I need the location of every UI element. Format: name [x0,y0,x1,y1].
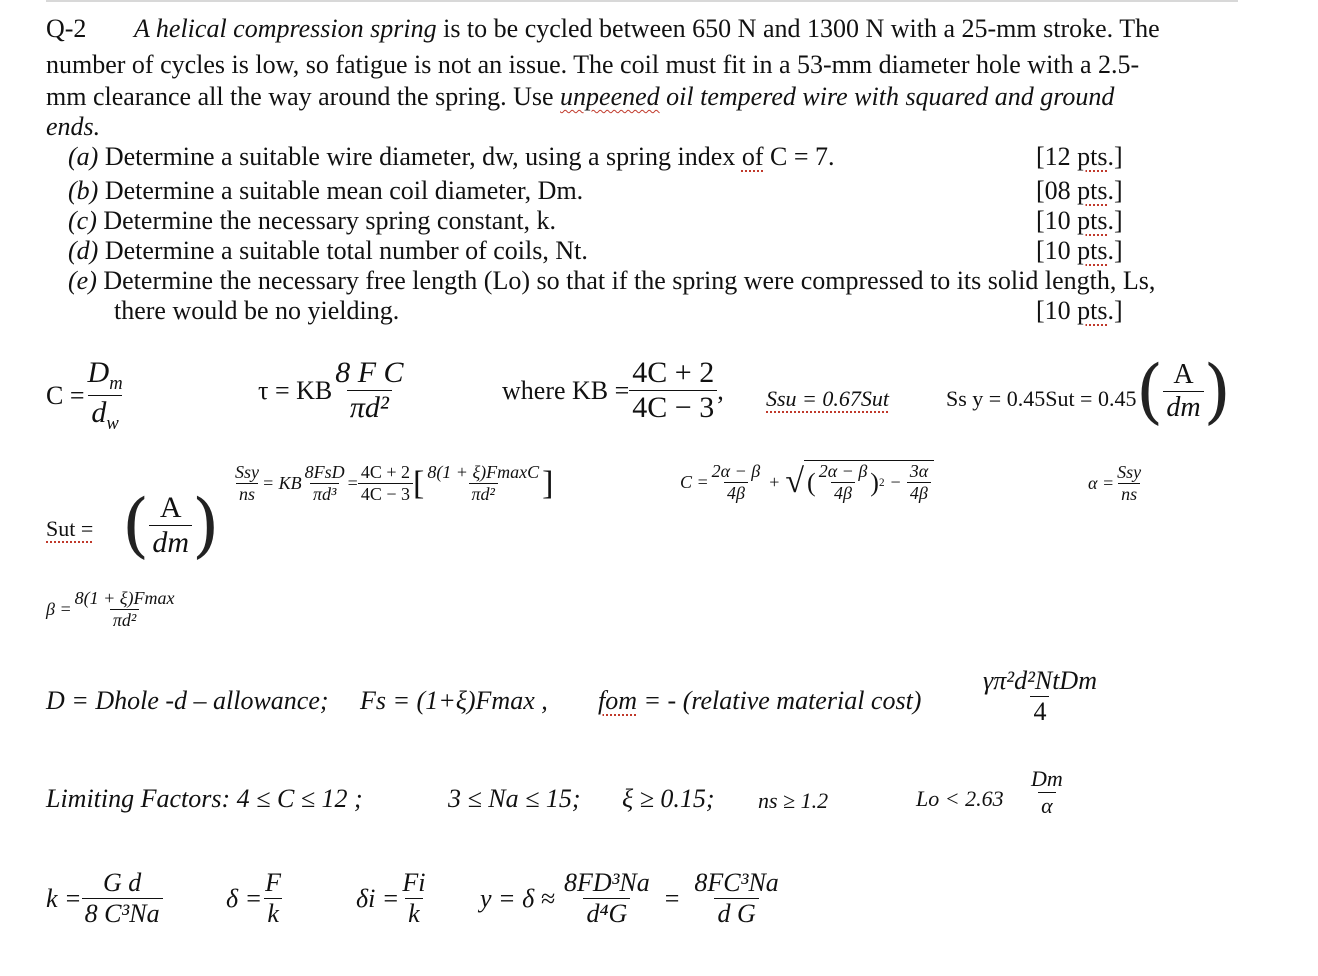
spring-rate-formula: k = $\frac{\text{G d}}{\text{8 C³Na}}$ [46,868,163,929]
top-divider [46,0,1238,2]
limiting-factors: Limiting Factors: 4 ≤ C ≤ 12 ; [46,784,363,813]
part-e: (e) Determine the necessary free length (Lo) so that if the spring were compressed to its solid length, Ls, [68,266,1156,295]
part-c-points: [10 pts.] [1036,206,1123,235]
y-deflection-formula: y = δ ≈ $\frac{\text{8FD³Na}}{\text{d⁴G}}$ = $\frac{\text{8FC³Na}}{\text{d G}}$ [480,868,779,928]
ssy-power-term: ( $\frac{A}{dm}$ ) [1136,350,1231,432]
initial-deflection-formula: δi = $\frac{Fi}{k}$ [356,868,426,928]
ssy-formula: Ss y = 0.45Sut = 0.45 [946,386,1137,411]
design-equation: $\frac{\text{Ssy}}{ns}$ = KB $\frac{\text{8FsD}}{\text{πd³}}$ = $\frac{4C + 2}{4C - 3}$ [ $\frac{8(1 + \xi)FmaxC}{\text{πd²}}$ ] [235,462,554,504]
mean-diameter-relation: D = Dhole -d – allowance; [46,686,329,715]
limit-ns: ns ≥ 1.2 [758,788,829,813]
part-e-line-2: there would be no yielding. [114,296,400,325]
question-line-1: A helical compression spring is to be cycled between 650 N and 1300 N with a 25-mm stroke. The [134,14,1160,43]
solid-force-relation: Fs = (1+ξ)Fmax , [360,686,548,715]
spellcheck-word: unpeened [560,82,660,111]
ssu-formula: Ssu = 0.67Sut [766,386,890,411]
shear-stress-formula: τ = KB $\frac{\text{8 F C}}{\text{πd²}}$ [258,356,404,424]
limit-xi: ξ ≥ 0.15; [622,784,715,813]
part-d-points: [10 pts.] [1036,236,1123,265]
question-line-3: mm clearance all the way around the spring. Use unpeened oil tempered wire with squared and ground [46,82,1115,111]
part-c: (c) Determine the necessary spring constant, k. [68,206,557,235]
part-b: (b) Determine a suitable mean coil diameter, Dm. [68,176,584,205]
kb-formula: where KB = $\frac{4C + 2}{4C - 3}$ , [502,356,724,424]
question-number: Q-2 [46,14,87,43]
spring-index-formula: C = $\frac{D_m}{d_w}$ [46,356,123,434]
sut-label: Sut = [46,516,94,541]
sut-power-term: ( $\frac{A}{dm}$ ) [122,484,220,566]
fom-relation: fom = - (relative material cost) [598,686,922,715]
free-length-fraction: $\frac{Dm}{\alpha}$ [1031,766,1063,818]
limit-na: 3 ≤ Na ≤ 15; [448,784,581,813]
question-line-2: number of cycles is low, so fatigue is not an issue. The coil must fit in a 53-mm diameter hole with a 2.5- [46,50,1140,79]
quadratic-c-formula: C = $\frac{2\alpha - \beta}{4\beta}$ + √ ( $\frac{2\alpha - \beta}{4\beta}$ ) 2 − $\frac{3\alpha}{4\beta}$ [680,460,934,504]
question-line-4: ends. [46,112,101,141]
beta-formula: β = $\frac{8(1 + \xi)Fmax}{\text{πd²}}$ [46,588,175,630]
alpha-formula: α = $\frac{\text{Ssy}}{ns}$ [1088,462,1142,504]
part-b-points: [08 pts.] [1036,176,1123,205]
part-d: (d) Determine a suitable total number of coils, Nt. [68,236,588,265]
free-length-limit: Lo < 2.63 [916,786,1004,811]
deflection-formula: δ = $\frac{F}{k}$ [226,868,282,928]
part-e-points: [10 pts.] [1036,296,1123,325]
part-a: (a) Determine a suitable wire diameter, dw, using a spring index of C = 7. [68,142,835,171]
part-a-points: [12 pts.] [1036,142,1123,171]
fom-fraction: $\frac{\text{γπ²d²NtDm}}{4}$ [983,666,1097,726]
